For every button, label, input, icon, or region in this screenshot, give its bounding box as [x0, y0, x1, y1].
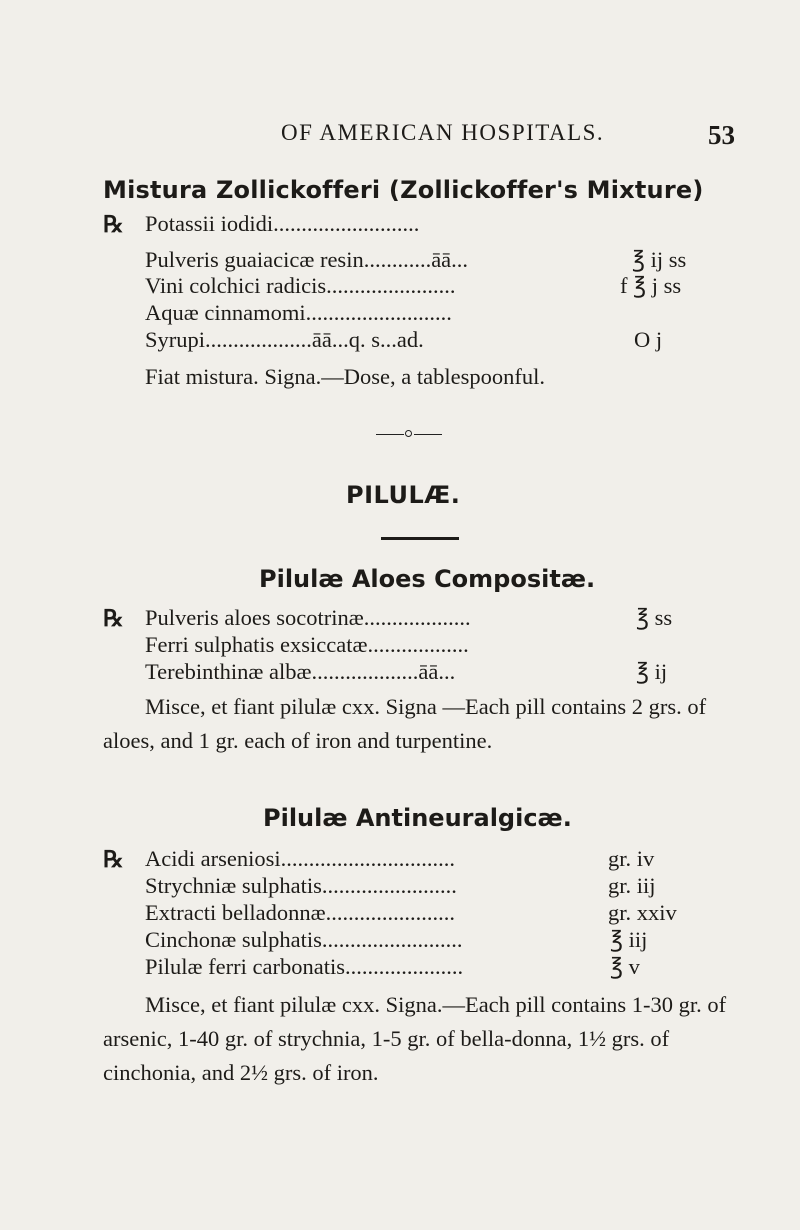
rx-symbol: ℞ [103, 605, 124, 632]
ingredient-quantity: gr. iij [608, 873, 656, 898]
ingredient-line: Pulveris aloes socotrinæ................... [145, 605, 471, 630]
ingredient-quantity: gr. iv [608, 846, 655, 871]
ingredient-quantity: ℥ ij [636, 659, 668, 684]
section-title-antineuralgicae: Pilulæ Antineuralgicæ. [263, 804, 572, 832]
ingredient-quantity: ℥ iij [610, 927, 648, 952]
rx-symbol: ℞ [103, 846, 124, 873]
ingredient-quantity: f ℥ j ss [620, 273, 682, 298]
ingredient-line: Aquæ cinnamomi.......................... [145, 300, 452, 325]
section-title-mistura: Mistura Zollickofferi (Zollickoffer's Mixture) [103, 176, 704, 204]
page-number: 53 [708, 120, 735, 150]
directions-text: Misce, et fiant pilulæ cxx. Signa —Each pill contains 2 grs. of aloes, and 1 gr. each of iron and turpentine. [103, 694, 707, 753]
ingredient-line: Extracti belladonnæ....................... [145, 900, 455, 925]
ingredient-quantity: ℥ ij ss [632, 247, 687, 272]
ingredient-line: Cinchonæ sulphatis......................... [145, 927, 463, 952]
directions-text: Fiat mistura. Signa.—Dose, a tablespoonful. [145, 364, 545, 389]
ingredient-quantity: ℥ ss [636, 605, 673, 630]
ingredient-line: Ferri sulphatis exsiccatæ.................. [145, 632, 469, 657]
running-header [0, 120, 800, 160]
section-heading-pilulae: PILULÆ. [346, 481, 461, 509]
ingredient-line: Potassii iodidi.......................... [145, 211, 420, 236]
heading-rule [381, 537, 459, 540]
ingredient-line: Pilulæ ferri carbonatis..................... [145, 954, 464, 979]
directions-text: Misce, et fiant pilulæ cxx. Signa.—Each pill contains 1-30 gr. of arsenic, 1-40 gr. of strychnia, 1-5 gr. of bella-donna, 1½ grs. of cinchonia, and 2½ grs. of iron. [103, 992, 727, 1085]
section-title-aloes: Pilulæ Aloes Compositæ. [259, 565, 596, 593]
ingredient-line: Syrupi...................āā...q. s...ad. [145, 327, 424, 352]
ingredient-line: Pulveris guaiacicæ resin............āā... [145, 247, 469, 272]
ingredient-quantity: gr. xxiv [608, 900, 677, 925]
running-title: OF AMERICAN HOSPITALS. [281, 120, 605, 145]
ingredient-line: Terebinthinæ albæ...................āā... [145, 659, 456, 684]
ingredient-quantity: O j [634, 327, 663, 352]
ingredient-line: Strychniæ sulphatis........................ [145, 873, 457, 898]
rx-symbol: ℞ [103, 211, 124, 238]
ingredient-line: Vini colchici radicis....................... [145, 273, 456, 298]
ingredient-quantity: ℥ v [610, 954, 640, 979]
ingredient-line: Acidi arseniosi............................... [145, 846, 455, 871]
